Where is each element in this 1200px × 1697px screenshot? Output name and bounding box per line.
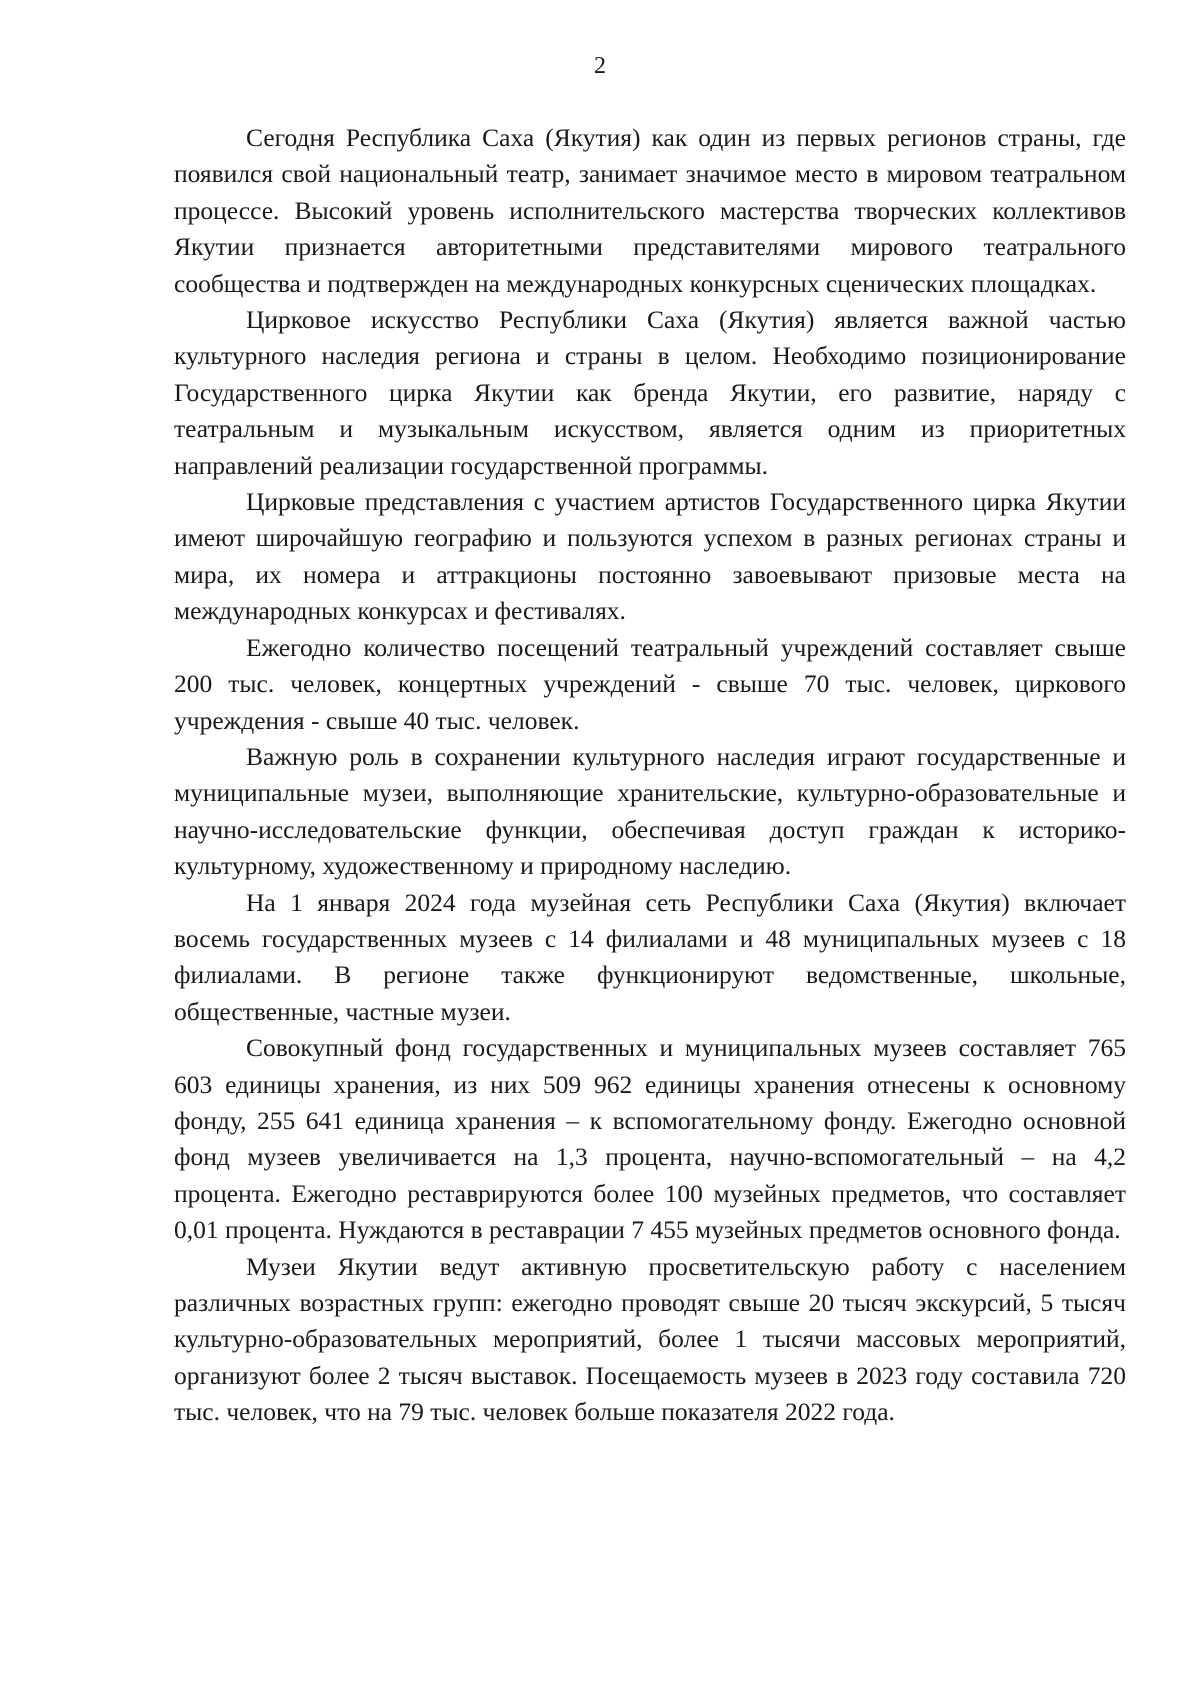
paragraph-museum-fund: Совокупный фонд государственных и муниципальных музеев составляет 765 603 единицы хранения, из них 509 962 единицы хранения отнесены к основному фонду, 255 641 единица хранения – к вспомогательному фонду. Ежегодно основной фонд музеев увеличивается на 1,3 процента, научно-вспомогательный – на 4,2 процента. Ежегодно реставрируются более 100 музейных предметов, что составляет 0,01 процента. Нуждаются в реставрации 7 455 музейных предметов основного фонда. (174, 1033, 1126, 1245)
paragraph-circus-performances: Цирковые представления с участием артистов Государственного цирка Якутии имеют широчайшую географию и пользуются успехом в разных регионах страны и мира, их номера и аттракционы постоянно завоевывают призовые места на международных конкурсах и фестивалях. (174, 487, 1126, 626)
page-number: 2 (594, 53, 606, 79)
paragraph-museum-education: Музеи Якутии ведут активную просветительскую работу с населением различных возрастных групп: ежегодно проводят свыше 20 тысяч экскурсий, 5 тысяч культурно-образовательных мероприятий, более 1 тысячи массовых мероприятий, организуют более 2 тысяч выставок. Посещаемость музеев в 2023 году составила 720 тыс. человек, что на 79 тыс. человек больше показателя 2022 года. (174, 1251, 1126, 1427)
document-body (174, 120, 1126, 1431)
paragraph-museum-network: На 1 января 2024 года музейная сеть Республики Саха (Якутия) включает восемь государственных музеев с 14 филиалами и 48 муниципальных музеев с 18 филиалами. В регионе также функционируют ведомственные, школьные, общественные, частные музеи. (174, 887, 1126, 1026)
paragraph-attendance: Ежегодно количество посещений театральный учреждений составляет свыше 200 тыс. человек, концертных учреждений - свыше 70 тыс. человек, циркового учреждения - свыше 40 тыс. человек. (174, 632, 1126, 735)
paragraph-circus-art: Цирковое искусство Республики Саха (Якутия) является важной частью культурного наследия региона и страны в целом. Необходимо позиционирование Государственного цирка Якутии как бренда Якутии, его развитие, наряду с театральным и музыкальным искусством, является одним из приоритетных направлений реализации государственной программы. (174, 305, 1126, 480)
paragraph-theatre: Сегодня Республика Саха (Якутия) как один из первых регионов страны, где появился свой национальный театр, занимает значимое место в мировом театральном процессе. Высокий уровень исполнительского мастерства творческих коллективов Якутии признается авторитетными представителями мирового театрального сообщества и подтвержден на международных конкурсных сценических площадках. (174, 123, 1126, 298)
paragraph-museums-role: Важную роль в сохранении культурного наследия играют государственные и муниципальные музеи, выполняющие хранительские, культурно-образовательные и научно-исследовательские функции, обеспечивая доступ граждан к историко-культурному, художественному и природному наследию. (174, 741, 1126, 881)
